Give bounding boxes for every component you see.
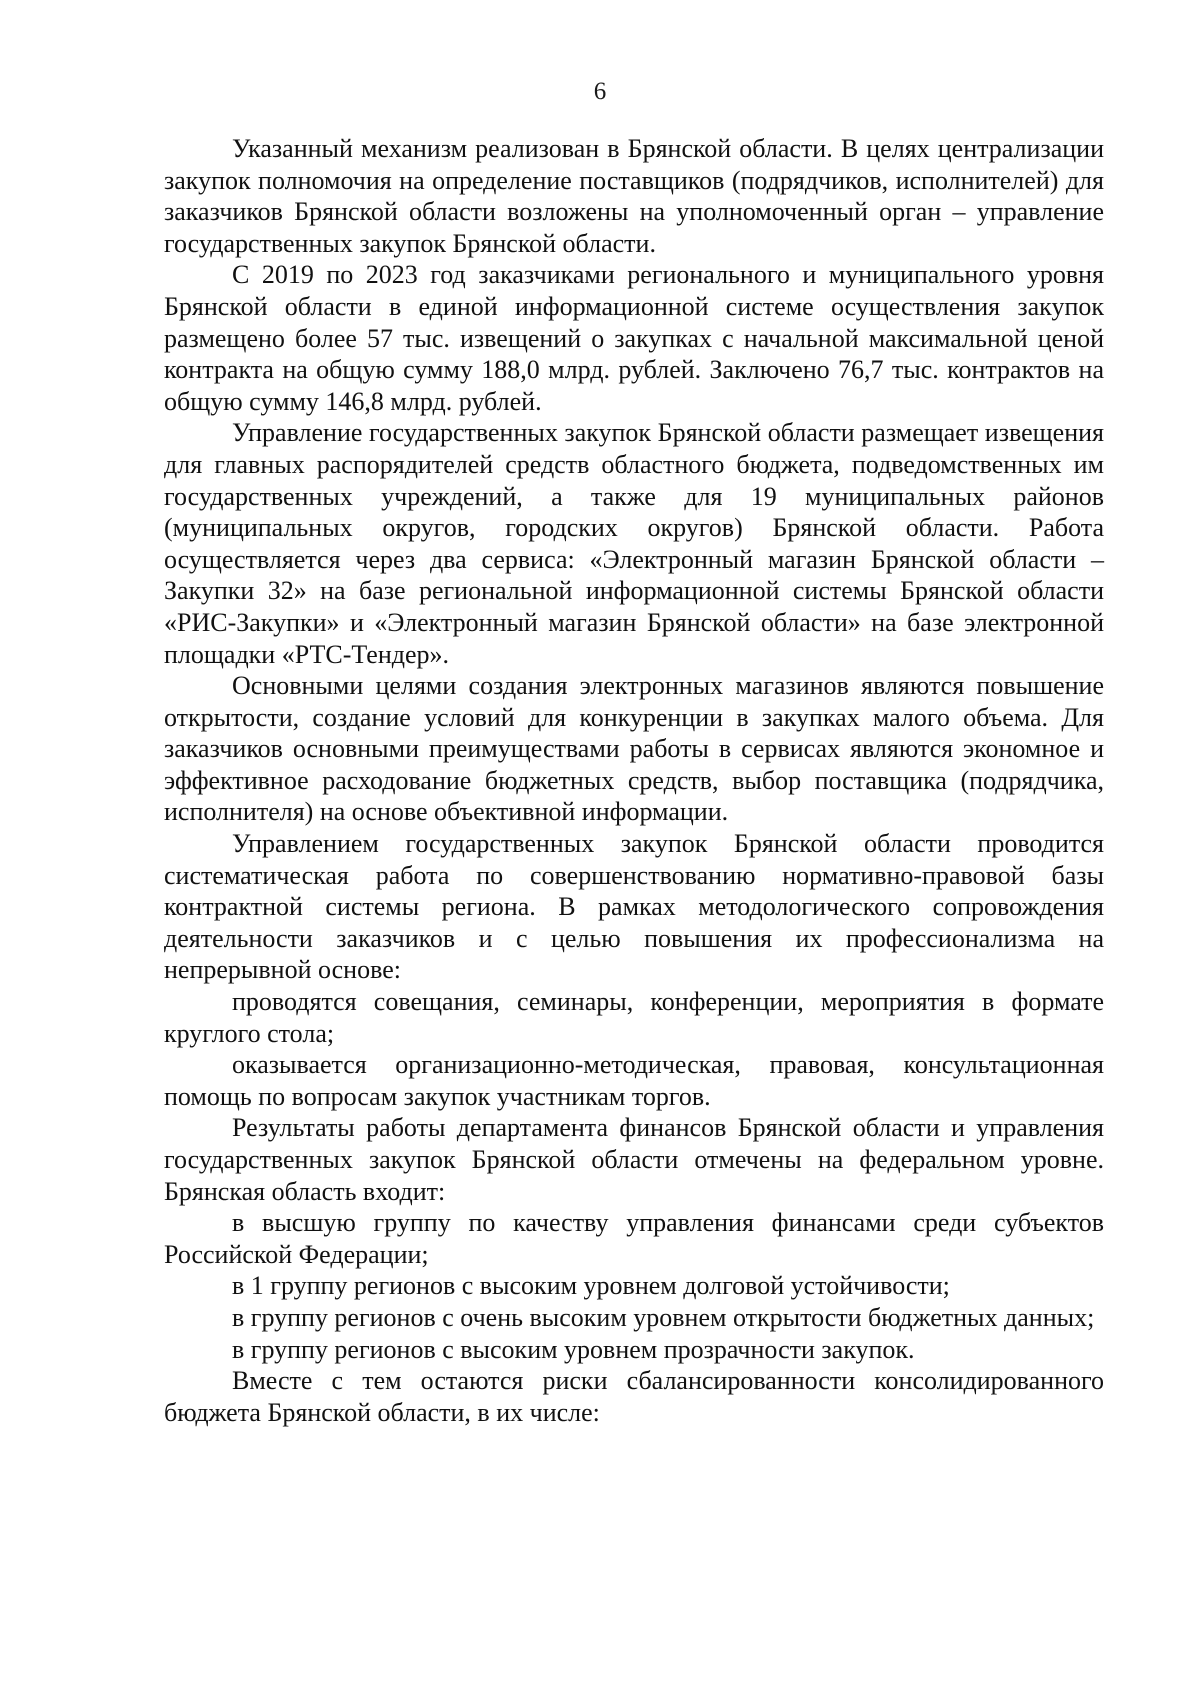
paragraph-methodology: Управлением государственных закупок Брянской области проводится систематическая работа по совершенствованию нормативно-правовой базы контрактной системы региона. В рамках методологического сопровождения деятельности заказчиков и с целью повышения их профессионализма на непрерывной основе:	[164, 829, 1104, 985]
list-item-assistance: оказывается организационно-методическая, правовая, консультационная помощь по вопросам закупок участникам торгов.	[164, 1050, 1104, 1111]
list-item-procurement-transparency: в группу регионов с высоким уровнем прозрачности закупок.	[232, 1334, 915, 1364]
paragraph-risks: Вместе с тем остаются риски сбалансированности консолидированного бюджета Брянской области, в их числе:	[164, 1366, 1104, 1427]
paragraph-services: Управление государственных закупок Брянской области размещает извещения для главных распорядителей средств областного бюджета, подведомственных им государственных учреждений, а также для 19 муниципальных районов (муниципальных округов, городских округов) Брянской области. Работа осуществляется через два сервиса: «Электронный магазин Брянской области – Закупки 32» на базе региональной информационной системы Брянской области «РИС-Закупки» и «Электронный магазин Брянской области» на базе электронной площадки «РТС-Тендер».	[164, 418, 1104, 669]
list-item-finance-quality: в высшую группу по качеству управления финансами среди субъектов Российской Федерации;	[164, 1208, 1104, 1269]
document-body	[164, 133, 1104, 1428]
page-number: 6	[593, 78, 607, 105]
paragraph-results: Результаты работы департамента финансов Брянской области и управления государственных закупок Брянской области отмечены на федеральном уровне. Брянская область входит:	[164, 1113, 1104, 1206]
paragraph-statistics: С 2019 по 2023 год заказчиками регионального и муниципального уровня Брянской области в единой информационной системе осуществления закупок размещено более 57 тыс. извещений о закупках с начальной максимальной ценой контракта на общую сумму 188,0 млрд. рублей. Заключено 76,7 тыс. контрактов на общую сумму 146,8 млрд. рублей.	[164, 260, 1104, 416]
list-item-debt-stability: в 1 группу регионов с высоким уровнем долговой устойчивости;	[232, 1271, 950, 1301]
list-item-meetings: проводятся совещания, семинары, конференции, мероприятия в формате круглого стола;	[164, 987, 1104, 1048]
paragraph-mechanism: Указанный механизм реализован в Брянской области. В целях централизации закупок полномочия на определение поставщиков (подрядчиков, исполнителей) для заказчиков Брянской области возложены на уполномоченный орган – управление государственных закупок Брянской области.	[164, 134, 1104, 258]
paragraph-goals: Основными целями создания электронных магазинов являются повышение открытости, создание условий для конкуренции в закупках малого объема. Для заказчиков основными преимуществами работы в сервисах являются экономное и эффективное расходование бюджетных средств, выбор поставщика (подрядчика, исполнителя) на основе объективной информации.	[164, 671, 1104, 827]
list-item-budget-openness: в группу регионов с очень высоким уровнем открытости бюджетных данных;	[232, 1302, 1095, 1332]
